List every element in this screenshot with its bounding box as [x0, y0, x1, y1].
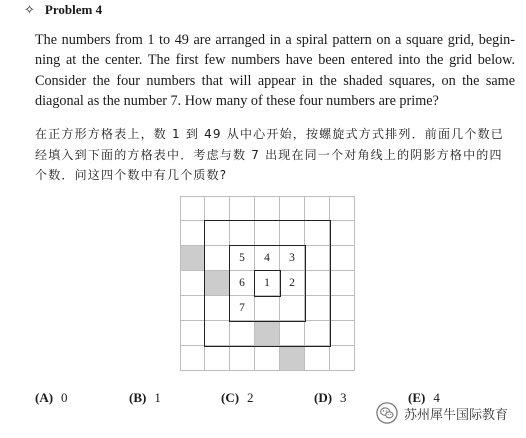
- grid-cell: [255, 346, 280, 371]
- grid-cell-shaded: [255, 321, 280, 346]
- choice-b-label: (B): [129, 390, 147, 405]
- grid-cell: 4: [255, 246, 280, 271]
- choice-a-label: (A): [35, 390, 54, 405]
- grid-cell: [180, 346, 205, 371]
- grid-cell: [305, 296, 330, 321]
- choice-d[interactable]: [314, 390, 347, 406]
- choice-a-value: 0: [61, 390, 68, 405]
- grid-cell: [205, 321, 230, 346]
- grid-cell: [305, 246, 330, 271]
- grid-cell: [205, 221, 230, 246]
- choice-c[interactable]: [221, 390, 254, 406]
- watermark-text: 苏州犀牛国际教育: [404, 407, 509, 423]
- grid-cell-shaded: [280, 346, 305, 371]
- wechat-icon: [376, 402, 398, 424]
- grid-cell-shaded: [205, 271, 230, 296]
- grid-cell: [330, 296, 355, 321]
- grid-cell: [180, 196, 205, 221]
- grid-cell: [280, 196, 305, 221]
- grid-cell: [205, 346, 230, 371]
- grid-cell: [255, 196, 280, 221]
- choice-d-label: (D): [314, 390, 333, 405]
- grid-cell: [330, 271, 355, 296]
- grid-cell: [280, 221, 305, 246]
- grid-cell: [305, 321, 330, 346]
- grid-cell: 1: [255, 271, 280, 296]
- grid-cell: 5: [230, 246, 255, 271]
- grid-cell: [330, 221, 355, 246]
- grid-cell: [205, 196, 230, 221]
- problem-text-english: The numbers from 1 to 49 are arranged in a spiral pattern on a square grid, beginning at the center. The first few numbers have been entered into the grid below. Consider the four numbers that will appear in the shaded squares, on the same diagonal as the number 7. How many of these four numbers are prime?: [35, 32, 515, 110]
- grid-cell: [230, 321, 255, 346]
- grid-cell: [230, 346, 255, 371]
- choice-b-value: 1: [154, 390, 161, 405]
- grid-cell: [180, 296, 205, 321]
- grid-cell: [330, 321, 355, 346]
- grid-cell: [255, 296, 280, 321]
- grid-cell: 2: [280, 271, 305, 296]
- choice-a[interactable]: [35, 390, 68, 406]
- grid-cell: [180, 271, 205, 296]
- grid-cell: 3: [280, 246, 305, 271]
- choice-c-label: (C): [221, 390, 240, 405]
- grid-cell: [280, 296, 305, 321]
- problem-title-text: Problem 4: [44, 2, 103, 17]
- grid-cell: [180, 321, 205, 346]
- grid-cell: [305, 346, 330, 371]
- grid-cell: [255, 221, 280, 246]
- grid-cell: 7: [230, 296, 255, 321]
- grid-cell: [180, 221, 205, 246]
- choice-d-value: 3: [340, 390, 347, 405]
- diamond-icon: ✧: [24, 2, 35, 17]
- grid-cell: [230, 221, 255, 246]
- choice-b[interactable]: [129, 390, 161, 406]
- choice-e-label: (E): [408, 390, 426, 405]
- grid-cell: [205, 246, 230, 271]
- grid-cell: [280, 321, 305, 346]
- grid-cell: [305, 196, 330, 221]
- grid-cell: [305, 271, 330, 296]
- grid-cell: [330, 196, 355, 221]
- watermark: [376, 402, 508, 424]
- grid-cell: [230, 196, 255, 221]
- spiral-grid: [180, 196, 355, 371]
- problem-text-chinese: 在正方形方格表上，数 1 到 49 从中心开始，按螺旋式方式排列．前面几个数已经填入到下面的方格表中．考虑与数 7 出现在同一个对角线上的阴影方格中的四个数．问这四个数中有几个质数?: [35, 127, 504, 182]
- choice-c-value: 2: [247, 390, 254, 405]
- grid-cell: [330, 346, 355, 371]
- grid-cell: 6: [230, 271, 255, 296]
- grid-cell: [305, 221, 330, 246]
- problem-title: [24, 2, 102, 18]
- grid-cell: [205, 296, 230, 321]
- choice-e-value: 4: [433, 390, 440, 405]
- grid-cell-shaded: [180, 246, 205, 271]
- grid-cell: [330, 246, 355, 271]
